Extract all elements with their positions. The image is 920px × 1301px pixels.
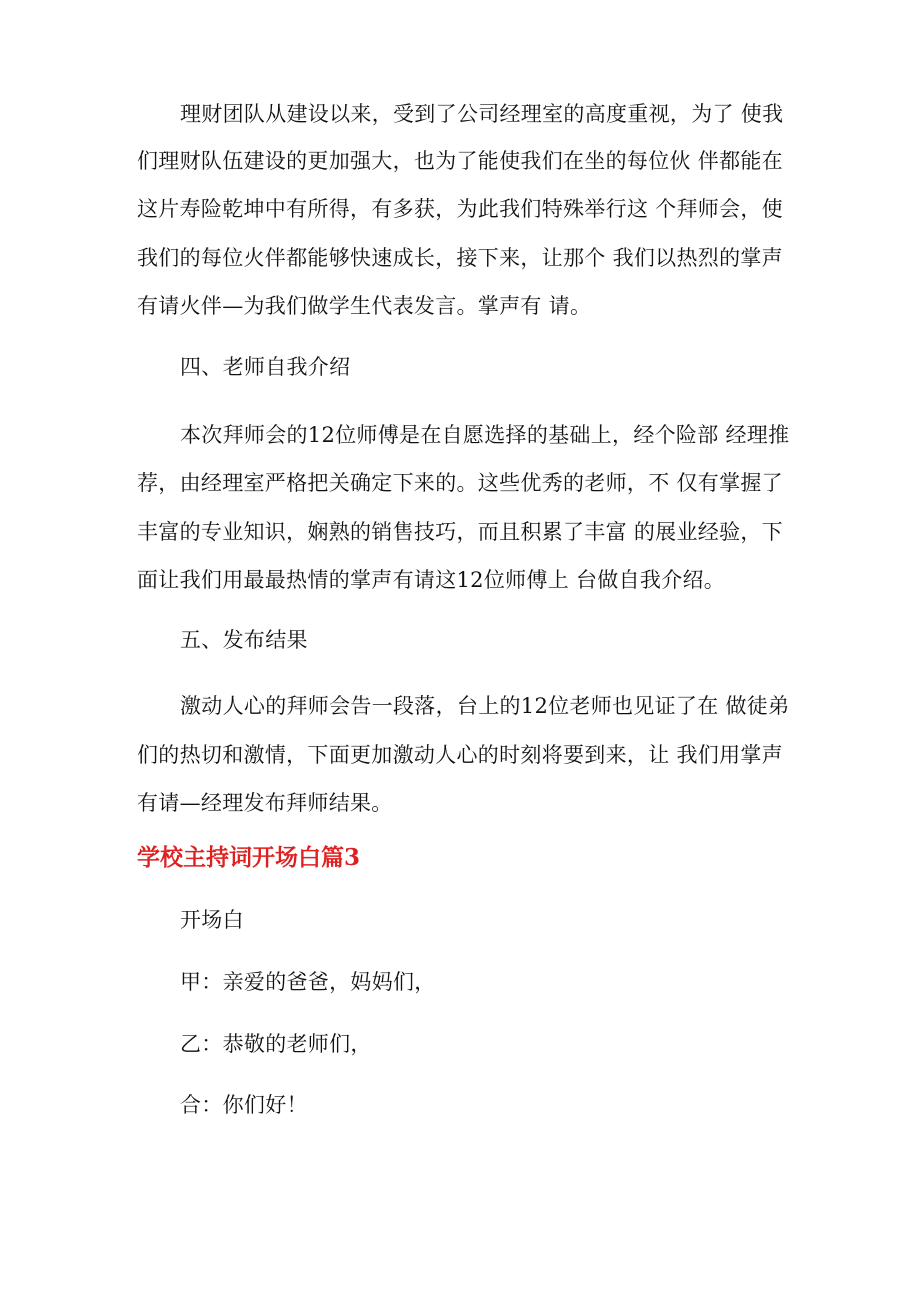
paragraph-2-line-1: 本次拜师会的12位师傅是在自愿选择的基础上，经个险部 经理推 bbox=[180, 423, 790, 447]
section-5-title: 五、发布结果 bbox=[180, 628, 308, 652]
paragraph-3-line-2: 们的热切和激情，下面更加激动人心的时刻将要到来，让 我们用掌声 bbox=[137, 743, 783, 767]
paragraph-1-line-1: 理财团队从建设以来，受到了公司经理室的高度重视，为了 使我 bbox=[180, 102, 784, 126]
paragraph-1-line-3: 这片寿险乾坤中有所得，有多获，为此我们特殊举行这 个拜师会，使 bbox=[137, 197, 783, 221]
paragraph-1-line-4: 我们的每位火伴都能够快速成长，接下来，让那个 我们以热烈的掌声 bbox=[137, 246, 783, 270]
opening-line-yi: 乙：恭敬的老师们， bbox=[180, 1032, 372, 1056]
section-heading: 学校主持词开场白篇3 bbox=[137, 844, 361, 871]
paragraph-3-line-3: 有请—经理发布拜师结果。 bbox=[137, 791, 393, 815]
opening-line-jia: 甲：亲爱的爸爸，妈妈们， bbox=[180, 970, 436, 994]
paragraph-2-line-3: 丰富的专业知识，娴熟的销售技巧，而且积累了丰富 的展业经验，下 bbox=[137, 520, 783, 544]
opening-line-he: 合：你们好！ bbox=[180, 1093, 308, 1117]
paragraph-1-line-2: 们理财队伍建设的更加强大，也为了能使我们在坐的每位伙 伴都能在 bbox=[137, 149, 783, 173]
section-4-title: 四、老师自我介绍 bbox=[180, 355, 351, 379]
paragraph-2-line-2: 荐，由经理室严格把关确定下来的。这些优秀的老师，不 仅有掌握了 bbox=[137, 471, 783, 495]
paragraph-1-line-5: 有请火伴—为我们做学生代表发言。掌声有 请。 bbox=[137, 294, 592, 318]
opening-title: 开场白 bbox=[180, 908, 244, 932]
paragraph-3-line-1: 激动人心的拜师会告一段落，台上的12位老师也见证了在 做徒弟 bbox=[180, 694, 790, 718]
paragraph-2-line-4: 面让我们用最最热情的掌声有请这12位师傅上 台做自我介绍。 bbox=[137, 568, 726, 592]
